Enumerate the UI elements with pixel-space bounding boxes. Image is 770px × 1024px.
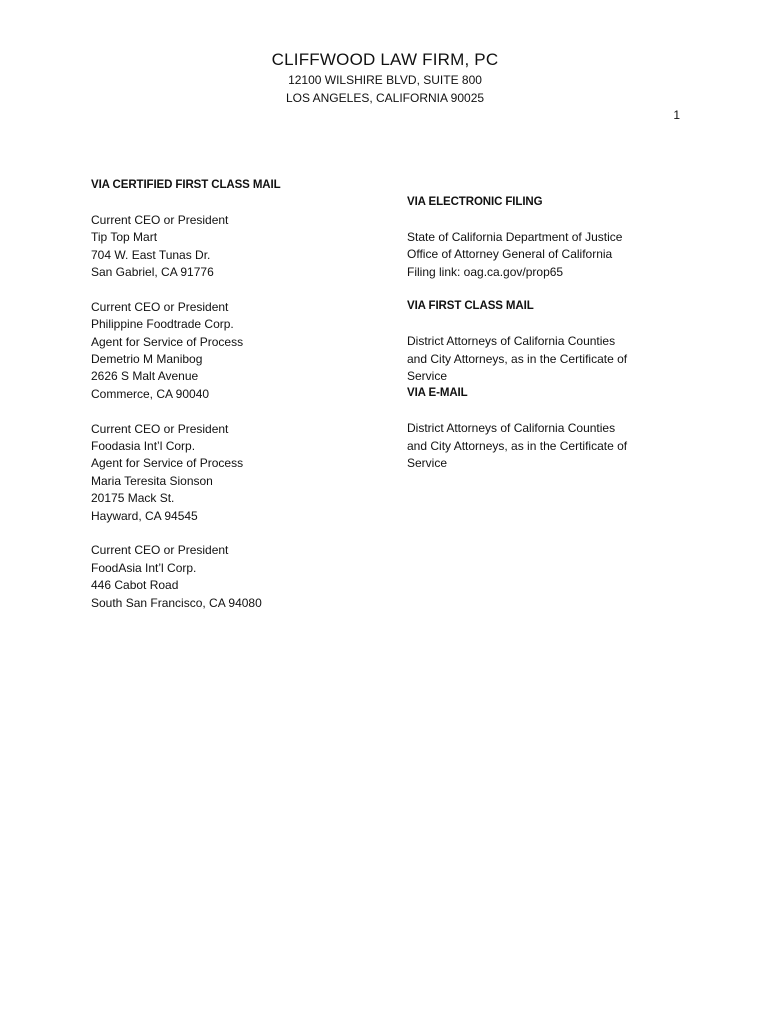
firm-address-line2: LOS ANGELES, CALIFORNIA 90025 <box>285 91 485 105</box>
recipient-line: Agent for Service of Process <box>91 456 244 471</box>
recipient-line: and City Attorneys, as in the Certificate of <box>407 438 628 453</box>
firm-address-line1: 12100 WILSHIRE BLVD, SUITE 800 <box>288 73 482 87</box>
first-class-mail-section <box>407 298 707 385</box>
recipient-line: Maria Teresita Sionson <box>91 473 213 488</box>
other-delivery-recipients <box>407 194 707 472</box>
email-heading: VIA E-MAIL <box>407 387 468 400</box>
email-section <box>407 385 707 472</box>
recipient-line: District Attorneys of California Counties <box>407 421 616 436</box>
recipient-line: 704 W. East Tunas Dr. <box>91 247 211 262</box>
electronic-filing-heading: VIA ELECTRONIC FILING <box>407 196 543 208</box>
recipient-line: 20175 Mack St. <box>91 491 175 506</box>
recipient-block <box>91 542 391 612</box>
recipient-line: Hayward, CA 94545 <box>91 508 198 523</box>
recipient-line: and City Attorneys, as in the Certificate of <box>407 351 628 366</box>
recipient-block <box>91 421 391 525</box>
page-number: 1 <box>673 108 680 122</box>
recipient-line: Service <box>407 369 448 384</box>
recipient-line: Current CEO or President <box>91 212 229 227</box>
recipient-line: 2626 S Malt Avenue <box>91 369 199 384</box>
electronic-filing-section <box>407 194 707 281</box>
recipient-line: Commerce, CA 90040 <box>91 386 210 401</box>
recipient-line: FoodAsia Int’l Corp. <box>91 560 197 575</box>
recipient-line: State of California Department of Justice <box>407 229 623 244</box>
recipient-line: Current CEO or President <box>91 543 229 558</box>
recipient-line: Current CEO or President <box>91 299 229 314</box>
certified-mail-recipients <box>91 177 391 612</box>
certified-mail-heading: VIA CERTIFIED FIRST CLASS MAIL <box>91 179 281 191</box>
recipient-line: Foodasia Int’l Corp. <box>91 439 196 454</box>
recipient-line: 446 Cabot Road <box>91 578 179 593</box>
recipient-line: Agent for Service of Process <box>91 334 244 349</box>
recipient-line: South San Francisco, CA 94080 <box>91 595 262 610</box>
recipient-line: District Attorneys of California Counties <box>407 334 616 349</box>
recipient-block <box>91 299 391 403</box>
recipient-line: Tip Top Mart <box>91 230 158 245</box>
first-class-mail-heading: VIA FIRST CLASS MAIL <box>407 300 534 313</box>
recipient-line: Philippine Foodtrade Corp. <box>91 317 234 332</box>
recipient-line: Office of Attorney General of California <box>407 247 613 262</box>
recipient-line: Filing link: oag.ca.gov/prop65 <box>407 264 564 279</box>
recipient-line: Service <box>407 456 448 471</box>
recipient-line: Current CEO or President <box>91 421 229 436</box>
recipient-block <box>91 212 391 282</box>
firm-name: CLIFFWOOD LAW FIRM, PC <box>271 50 499 69</box>
recipient-line: San Gabriel, CA 91776 <box>91 265 214 280</box>
recipient-line: Demetrio M Manibog <box>91 352 203 367</box>
